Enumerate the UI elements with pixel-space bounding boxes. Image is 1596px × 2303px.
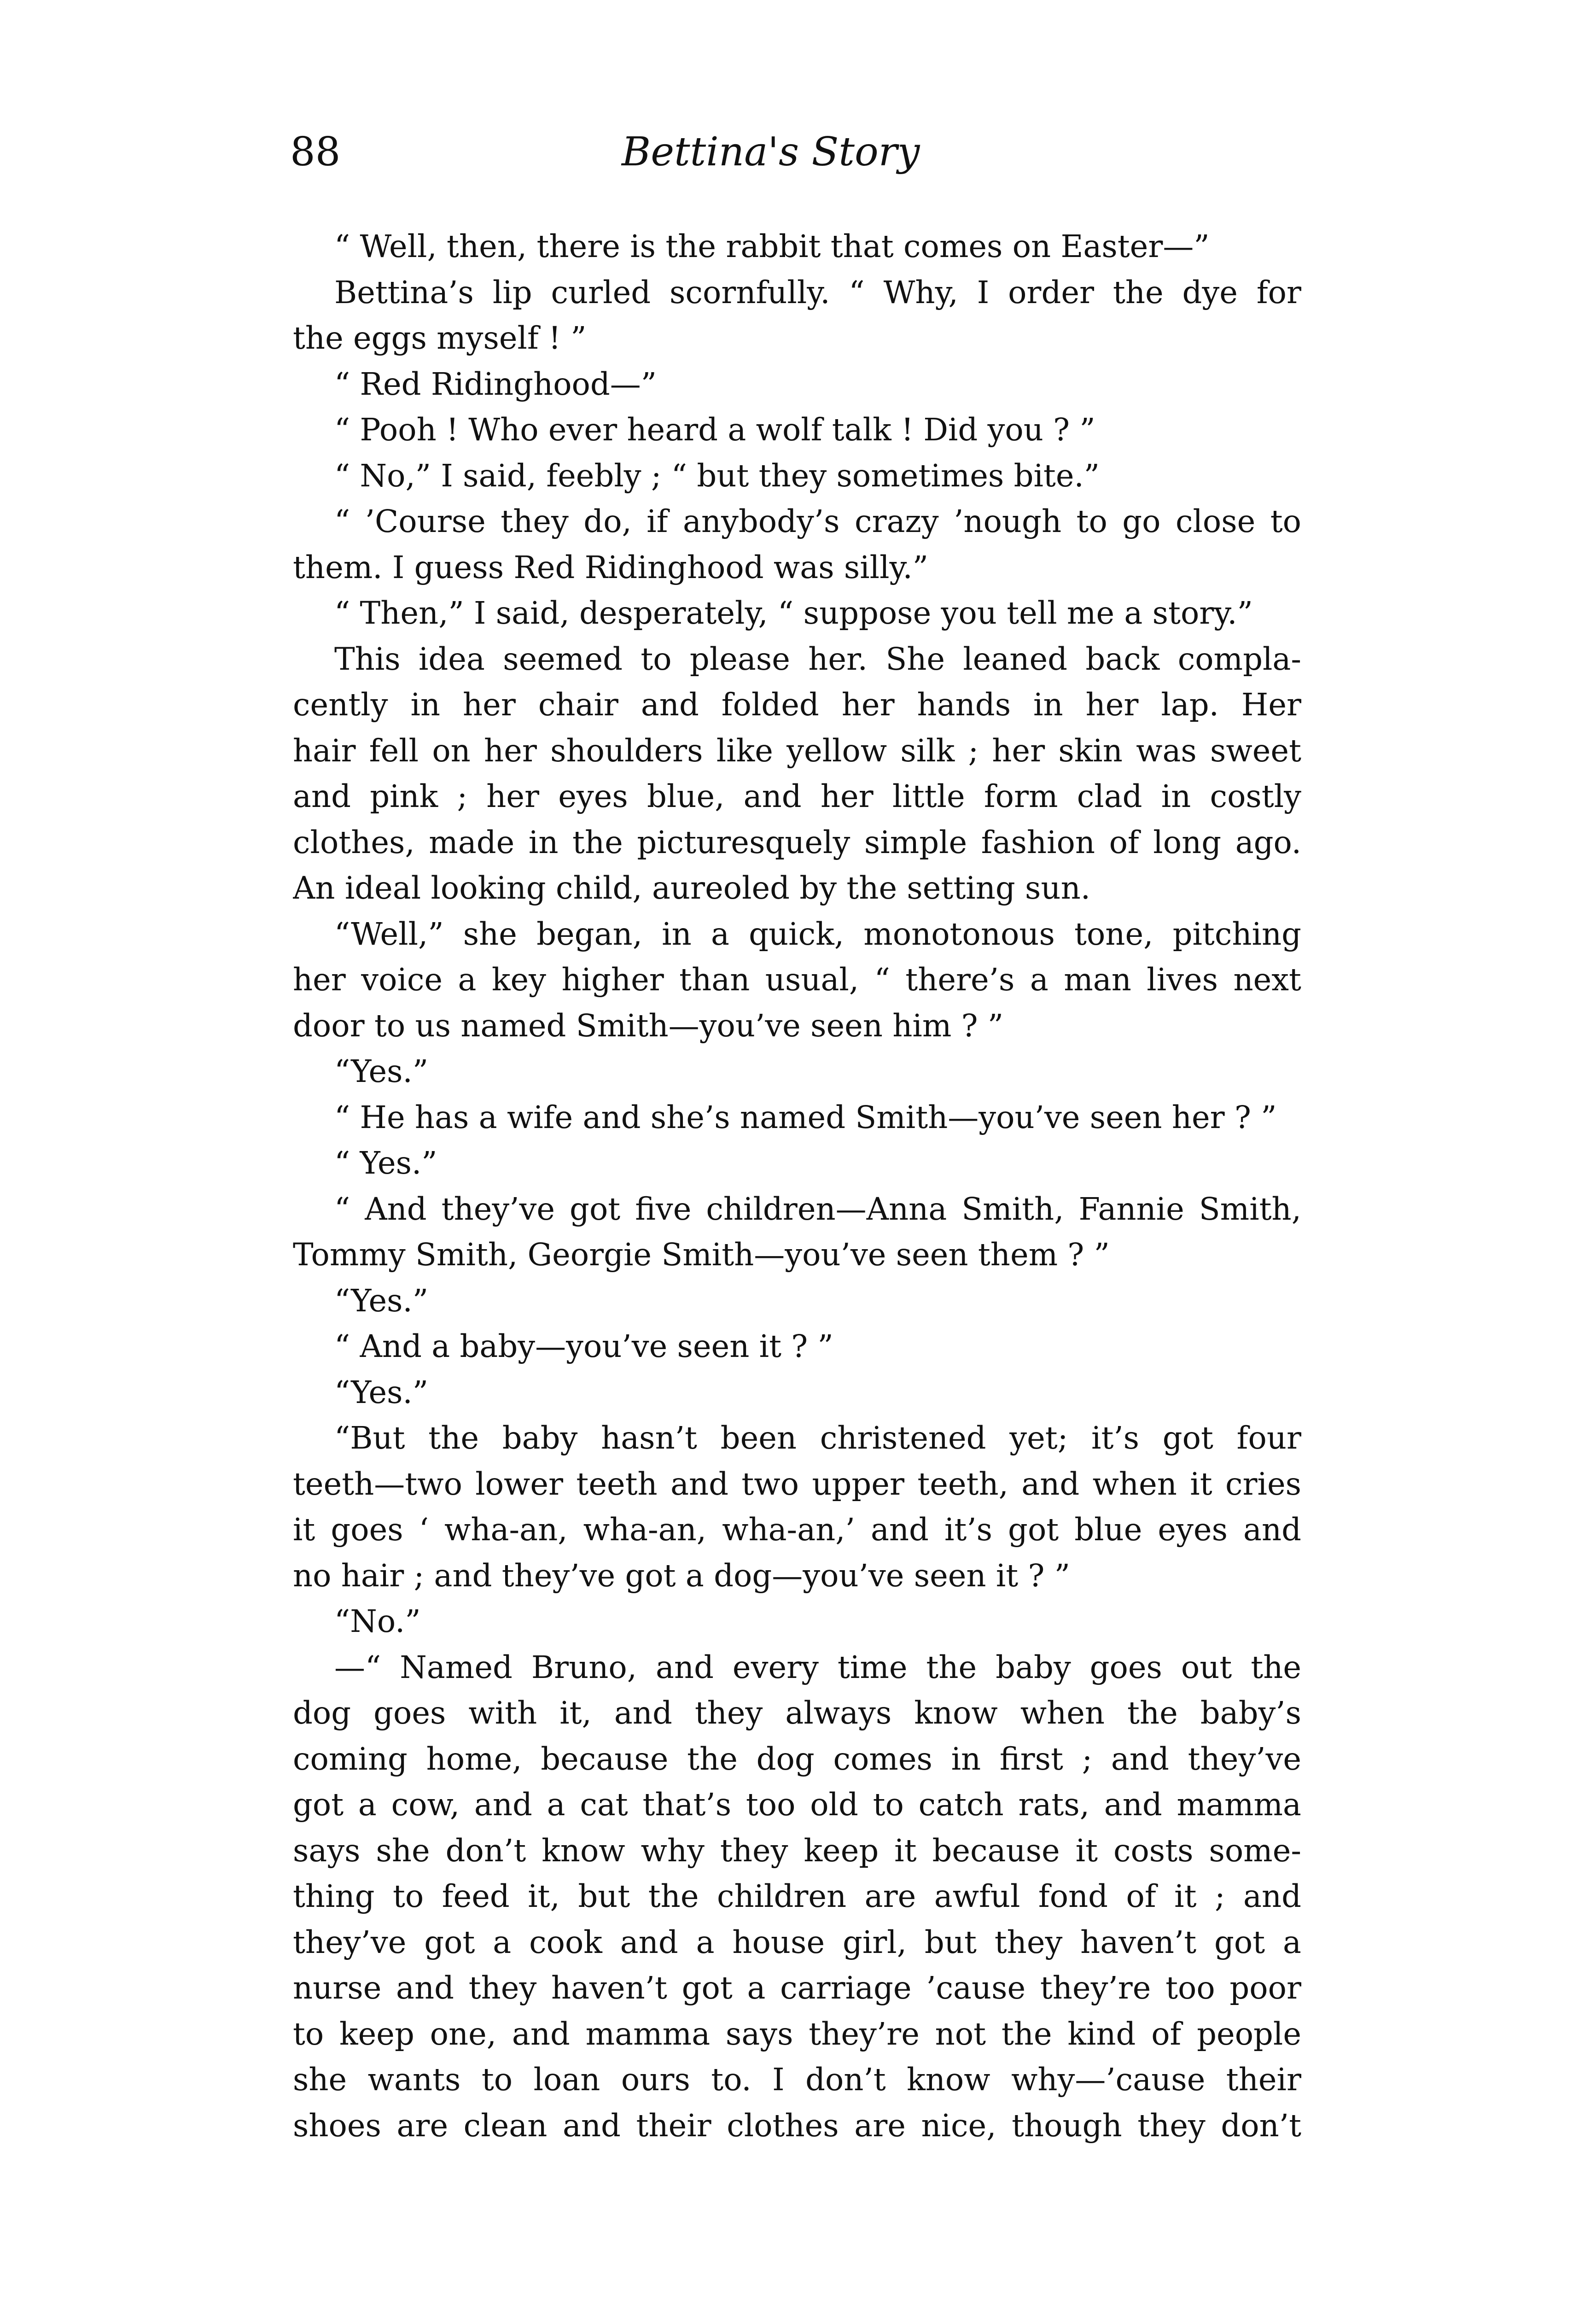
text-line: hair fell on her shoulders like yellow silk ; her skin was sweet (293, 732, 1301, 769)
text-line: “No.” (334, 1603, 421, 1639)
text-line: clothes, made in the picturesquely simple fashion of long ago. (293, 824, 1301, 860)
text-line: she wants to loan ours to. I don’t know why—’cause their (293, 2062, 1301, 2098)
text-line: “Well,” she began, in a quick, monotonous tone, pitching (334, 916, 1301, 952)
text-line: An ideal looking child, aureoled by the setting sun. (293, 870, 1091, 906)
text-line: “ Well, then, there is the rabbit that comes on Easter—” (334, 228, 1210, 264)
text-line: “Yes.” (334, 1053, 429, 1089)
text-line: to keep one, and mamma says they’re not the kind of people (293, 2016, 1301, 2052)
text-line: Bettina’s lip curled scornfully. “ Why, I order the dye for (334, 274, 1301, 310)
body-text (293, 224, 1301, 2149)
text-line: the eggs myself ! ” (293, 320, 587, 356)
text-line: door to us named Smith—you’ve seen him ? ” (293, 1007, 1004, 1044)
text-line: her voice a key higher than usual, “ there’s a man lives next (293, 962, 1301, 998)
text-line: thing to feed it, but the children are awful fond of it ; and (293, 1878, 1301, 1914)
text-line: “ Red Ridinghood—” (334, 366, 657, 402)
text-line: cently in her chair and folded her hands in her lap. Her (293, 687, 1301, 723)
text-line: got a cow, and a cat that’s too old to catch rats, and mamma (293, 1787, 1301, 1823)
text-line: “ And they’ve got five children—Anna Smith, Fannie Smith, (334, 1191, 1301, 1227)
text-line: “ Pooh ! Who ever heard a wolf talk ! Did you ? ” (334, 412, 1095, 448)
page-header (290, 124, 1303, 193)
text-line: “Yes.” (334, 1282, 429, 1319)
text-line: and pink ; her eyes blue, and her little form clad in costly (293, 778, 1301, 814)
text-line: no hair ; and they’ve got a dog—you’ve seen it ? ” (293, 1557, 1070, 1594)
text-line: them. I guess Red Ridinghood was silly.” (293, 549, 929, 585)
text-line: “ And a baby—you’ve seen it ? ” (334, 1328, 833, 1364)
text-line: coming home, because the dog comes in first ; and they’ve (293, 1741, 1301, 1777)
text-line: “ No,” I said, feebly ; “ but they sometimes bite.” (334, 457, 1100, 494)
text-line: teeth—two lower teeth and two upper teeth, and when it cries (293, 1466, 1301, 1502)
text-line: Tommy Smith, Georgie Smith—you’ve seen them ? ” (293, 1237, 1110, 1273)
text-line: “ Then,” I said, desperately, “ suppose you tell me a story.” (334, 595, 1253, 631)
text-line: it goes ‘ wha-an, wha-an, wha-an,’ and it’s got blue eyes and (293, 1512, 1301, 1548)
text-line: This idea seemed to please her. She leaned back compla- (334, 641, 1301, 677)
text-line: “Yes.” (334, 1374, 429, 1410)
text-line: “ ’Course they do, if anybody’s crazy ’nough to go close to (334, 503, 1301, 539)
running-title: Bettina's Story (622, 129, 920, 175)
text-line: shoes are clean and their clothes are nice, though they don’t (293, 2107, 1301, 2144)
text-line: “ He has a wife and she’s named Smith—you’ve seen her ? ” (334, 1099, 1277, 1135)
text-line: nurse and they haven’t got a carriage ’cause they’re too poor (293, 1970, 1301, 2006)
text-line: —“ Named Bruno, and every time the baby goes out the (334, 1649, 1301, 1685)
page-number: 88 (290, 129, 341, 175)
text-line: “But the baby hasn’t been christened yet; it’s got four (334, 1420, 1301, 1456)
text-line: dog goes with it, and they always know when the baby’s (293, 1695, 1301, 1731)
text-line: says she don’t know why they keep it because it costs some- (293, 1832, 1301, 1869)
text-line: they’ve got a cook and a house girl, but they haven’t got a (293, 1924, 1301, 1960)
text-line: “ Yes.” (334, 1145, 437, 1181)
